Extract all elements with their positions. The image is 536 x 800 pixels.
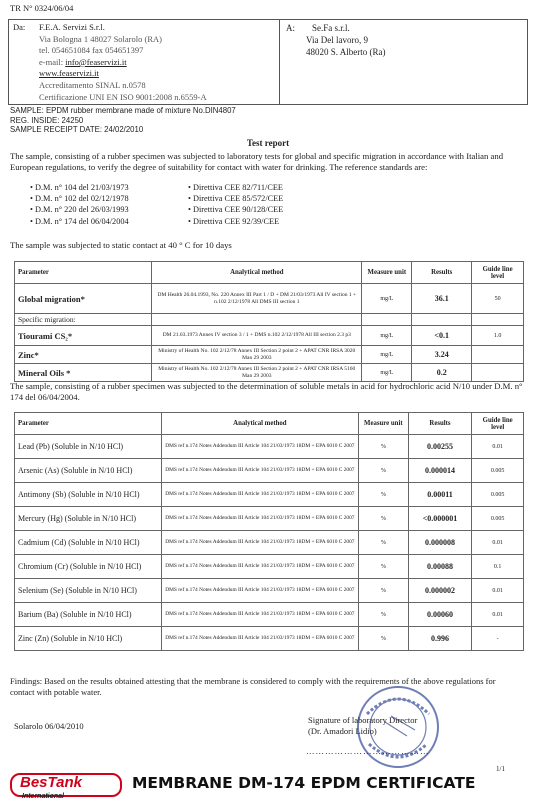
col-results: Results [408, 413, 472, 435]
standard-row [30, 182, 283, 193]
sample-meta [10, 106, 236, 135]
cell-guide: 0.005 [472, 483, 524, 507]
metals-paragraph: The sample, consisting of a rubber specimen was subjected to the determination of soluble metals in acid for hydrochloric acid N/10 under D.M. n° 174 del 06/04/2004. [10, 381, 523, 402]
cell-guide: - [472, 627, 524, 651]
cell-guide: 1.0 [472, 326, 524, 346]
cell-parameter: Arsenic (As) (Soluble in N/10 HCl) [15, 459, 162, 483]
table-header-row [15, 413, 524, 435]
cell-unit: % [359, 483, 409, 507]
footer-banner [0, 771, 536, 800]
cell-result: 0.00060 [408, 603, 472, 627]
signature-line: ………………………………… [306, 746, 430, 756]
cell-method: DM 21.03.1973 Annex IV section 3 / 1 + DMS n.102 2/12/1978 All III section 2.3 p3 [152, 326, 362, 346]
standard-directive: • Direttiva CEE 92/39/CEE [188, 216, 280, 226]
sample-description: SAMPLE: EPDM rubber membrane made of mixture No.DIN4807 [10, 106, 236, 115]
cell-guide: 0.1 [472, 555, 524, 579]
table-row [15, 555, 524, 579]
col-method: Analytical method [161, 413, 358, 435]
cell-parameter: Lead (Pb) (Soluble in N/10 HCl) [15, 435, 162, 459]
table-row [15, 435, 524, 459]
sender-web-link[interactable]: www.feaservizi.it [39, 68, 99, 79]
table-row [15, 483, 524, 507]
sender-certification: Certificazione UNI EN ISO 9001:2008 n.6559-A [39, 91, 207, 102]
table-row [15, 364, 524, 382]
standard-directive: • Direttiva CEE 90/128/CEE [188, 205, 284, 215]
cell-result: 0.00255 [408, 435, 472, 459]
cell-method: DMS ref n.174 Notes Addendum III Article 104 21/03/1973 18DM + EPA 6010 C 2007 [161, 483, 358, 507]
cell-unit: % [359, 555, 409, 579]
bestank-logo-text: BesTank [20, 774, 82, 791]
cell-guide [472, 346, 524, 364]
cell-parameter: Specific migration: [15, 314, 152, 326]
recipient-block [280, 20, 527, 104]
cell-unit: % [359, 507, 409, 531]
cell-parameter: Global migration* [15, 284, 152, 314]
signature-block [308, 715, 417, 737]
cell-result: 0.2 [412, 364, 472, 382]
cell-unit: mg/L [362, 346, 412, 364]
from-label: Da: [13, 22, 26, 32]
cell-method: DMS ref n.174 Notes Addendum III Article 104 21/03/1973 18DM + EPA 6010 C 2007 [161, 459, 358, 483]
certificate-title-banner: MEMBRANE DM-174 EPDM CERTIFICATE [132, 774, 476, 792]
col-unit: Measure unit [362, 262, 412, 284]
cell-guide: 50 [472, 284, 524, 314]
col-parameter: Parameter [15, 262, 152, 284]
standard-dm: • D.M. n° 220 del 26/03/1993 [30, 205, 129, 215]
cell-unit: % [359, 459, 409, 483]
standard-row [30, 204, 283, 215]
cell-method: DMS ref n.174 Notes Addendum III Article 104 21/03/1973 18DM + EPA 6010 C 2007 [161, 579, 358, 603]
table-row [15, 531, 524, 555]
bestank-logo-subtitle: International [22, 793, 65, 800]
sender-name: F.E.A. Servizi S.r.l. [39, 22, 105, 32]
migration-table [14, 261, 524, 382]
to-label: A: [286, 23, 295, 33]
cell-parameter: Chromium (Cr) (Soluble in N/10 HCl) [15, 555, 162, 579]
cell-unit: % [359, 579, 409, 603]
cell-unit: % [359, 603, 409, 627]
address-header [8, 19, 528, 105]
table-row [15, 459, 524, 483]
cell-result: 0.000014 [408, 459, 472, 483]
cell-unit: mg/L [362, 364, 412, 382]
cell-unit: % [359, 627, 409, 651]
sender-email-link[interactable]: info@feaservizi.it [65, 56, 127, 67]
cell-unit: mg/L [362, 326, 412, 346]
standard-dm: • D.M. n° 174 del 06/04/2004 [30, 216, 129, 226]
recipient-name: Se.Fa s.r.l. [312, 23, 350, 33]
table-row [15, 326, 524, 346]
contact-conditions: The sample was subjected to static contact at 40 ° C for 10 days [10, 240, 232, 250]
col-guide: Guide line level [472, 413, 524, 435]
cell-parameter: Mercury (Hg) (Soluble in N/10 HCl) [15, 507, 162, 531]
cell-result: 0.00011 [408, 483, 472, 507]
cell-parameter: Mineral Oils * [15, 364, 152, 382]
cell-guide: 0.005 [472, 459, 524, 483]
cell-result: <0.000001 [408, 507, 472, 531]
report-number: TR N° 0324/06/04 [10, 3, 74, 13]
col-guide: Guide line level [472, 262, 524, 284]
sender-email-label: e-mail: [39, 56, 64, 67]
cell-method [152, 314, 362, 326]
page-number: 1/1 [496, 765, 505, 773]
cell-method: Ministry of Health No. 102 2/12/78 Annex III Section 2 point 2 + APAT CNR IRSA 5160 Man 29 2003 [152, 364, 362, 382]
table-row [15, 603, 524, 627]
recipient-city: 48020 S. Alberto (Ra) [306, 47, 386, 57]
cell-result [412, 314, 472, 326]
sender-accreditation: Accreditamento SINAL n.0578 [39, 79, 146, 90]
cell-result: <0.1 [412, 326, 472, 346]
col-unit: Measure unit [359, 413, 409, 435]
table-row [15, 579, 524, 603]
standard-directive: • Direttiva CEE 85/572/CEE [188, 194, 284, 204]
cell-result: 36.1 [412, 284, 472, 314]
cell-guide: 0.01 [472, 603, 524, 627]
signature-name: (Dr. Amadori Lidio) [308, 726, 377, 736]
standard-dm: • D.M. n° 102 del 02/12/1978 [30, 194, 129, 204]
col-method: Analytical method [152, 262, 362, 284]
sender-address: Via Bologna 1 48027 Solarolo (RA) [39, 33, 162, 44]
cell-result: 0.00088 [408, 555, 472, 579]
cell-parameter: Cadmium (Cd) (Soluble in N/10 HCl) [15, 531, 162, 555]
sender-block [9, 20, 280, 104]
cell-parameter: Zinc (Zn) (Soluble in N/10 HCl) [15, 627, 162, 651]
signature-role: Signature of laboratory Director [308, 715, 418, 725]
cell-method: Ministry of Health No. 102 2/12/78 Annex III Section 2 point 2 + APAT CNR IRSA 3020 Man 29 2003 [152, 346, 362, 364]
table-row [15, 507, 524, 531]
table-row [15, 314, 524, 326]
cell-result: 0.000008 [408, 531, 472, 555]
report-title: Test report [246, 138, 290, 148]
cell-result: 3.24 [412, 346, 472, 364]
cell-unit [362, 314, 412, 326]
cell-parameter: Selenium (Se) (Soluble in N/10 HCl) [15, 579, 162, 603]
standard-dm: • D.M. n° 104 del 21/03/1973 [30, 183, 129, 192]
cell-result: 0.000002 [408, 579, 472, 603]
sample-receipt-date: SAMPLE RECEIPT DATE: 24/02/2010 [10, 125, 144, 135]
col-parameter: Parameter [15, 413, 162, 435]
cell-method: DMS ref n.174 Notes Addendum III Article 104 21/03/1973 18DM + EPA 6010 C 2007 [161, 507, 358, 531]
intro-paragraph: The sample, consisting of a rubber specimen was subjected to laboratory tests for global and specific migration in accordance with Italian and European regulations, to verify the degree of suitability for contact with water for drinking. The reference standards are: [10, 151, 504, 172]
cell-method: DMS ref n.174 Notes Addendum III Article 104 21/03/1973 18DM + EPA 6010 C 2007 [161, 435, 358, 459]
table-header-row [15, 262, 524, 284]
cell-method: DMS ref n.174 Notes Addendum III Article 104 21/03/1973 18DM + EPA 6010 C 2007 [161, 555, 358, 579]
standard-row [30, 216, 283, 227]
standard-directive: • Direttiva CEE 82/711/CEE [188, 183, 284, 192]
cell-guide: 0.01 [472, 579, 524, 603]
cell-parameter: Zinc* [15, 346, 152, 364]
cell-unit: mg/L [362, 284, 412, 314]
standard-row [30, 193, 283, 204]
cell-guide: 0.005 [472, 507, 524, 531]
findings-paragraph: Findings: Based on the results obtained attesting that the membrane is considered to comply with the requirements of the above regulations for contact with potable water. [10, 676, 496, 697]
sender-phone: tel. 054651084 fax 054651397 [39, 45, 144, 56]
table-row [15, 346, 524, 364]
cell-guide [472, 364, 524, 382]
cell-method: DMS ref n.174 Notes Addendum III Article 104 21/03/1973 18DM + EPA 6010 C 2007 [161, 603, 358, 627]
cell-method: DMS ref n.174 Notes Addendum III Article 104 21/03/1973 18DM + EPA 6010 C 2007 [161, 627, 358, 651]
recipient-street: Via Del lavoro, 9 [306, 35, 368, 45]
cell-unit: % [359, 531, 409, 555]
sample-reg: REG. INSIDE: 24250 [10, 115, 84, 125]
cell-guide: 0.01 [472, 435, 524, 459]
table-row [15, 284, 524, 314]
cell-guide: 0.01 [472, 531, 524, 555]
table-row [15, 627, 524, 651]
cell-method: DMS ref n.174 Notes Addendum III Article 104 21/03/1973 18DM + EPA 6010 C 2007 [161, 531, 358, 555]
cell-result: 0.996 [408, 627, 472, 651]
cell-parameter: Barium (Ba) (Soluble in N/10 HCl) [15, 603, 162, 627]
cell-unit: % [359, 435, 409, 459]
place-date: Solarolo 06/04/2010 [14, 721, 84, 731]
metals-table [14, 412, 524, 651]
standards-list [30, 182, 283, 227]
col-results: Results [412, 262, 472, 284]
cell-method: DM Health 26.04.1993, No. 220 Annex III Part 1 / D + DM 21/03/1973 All IV section 1 + n.102 2/12/1978 All DMS III section 1 [152, 284, 362, 314]
cell-parameter: Tiourami CS₂* [15, 326, 152, 346]
cell-parameter: Antimony (Sb) (Soluble in N/10 HCl) [15, 483, 162, 507]
cell-guide [472, 314, 524, 326]
